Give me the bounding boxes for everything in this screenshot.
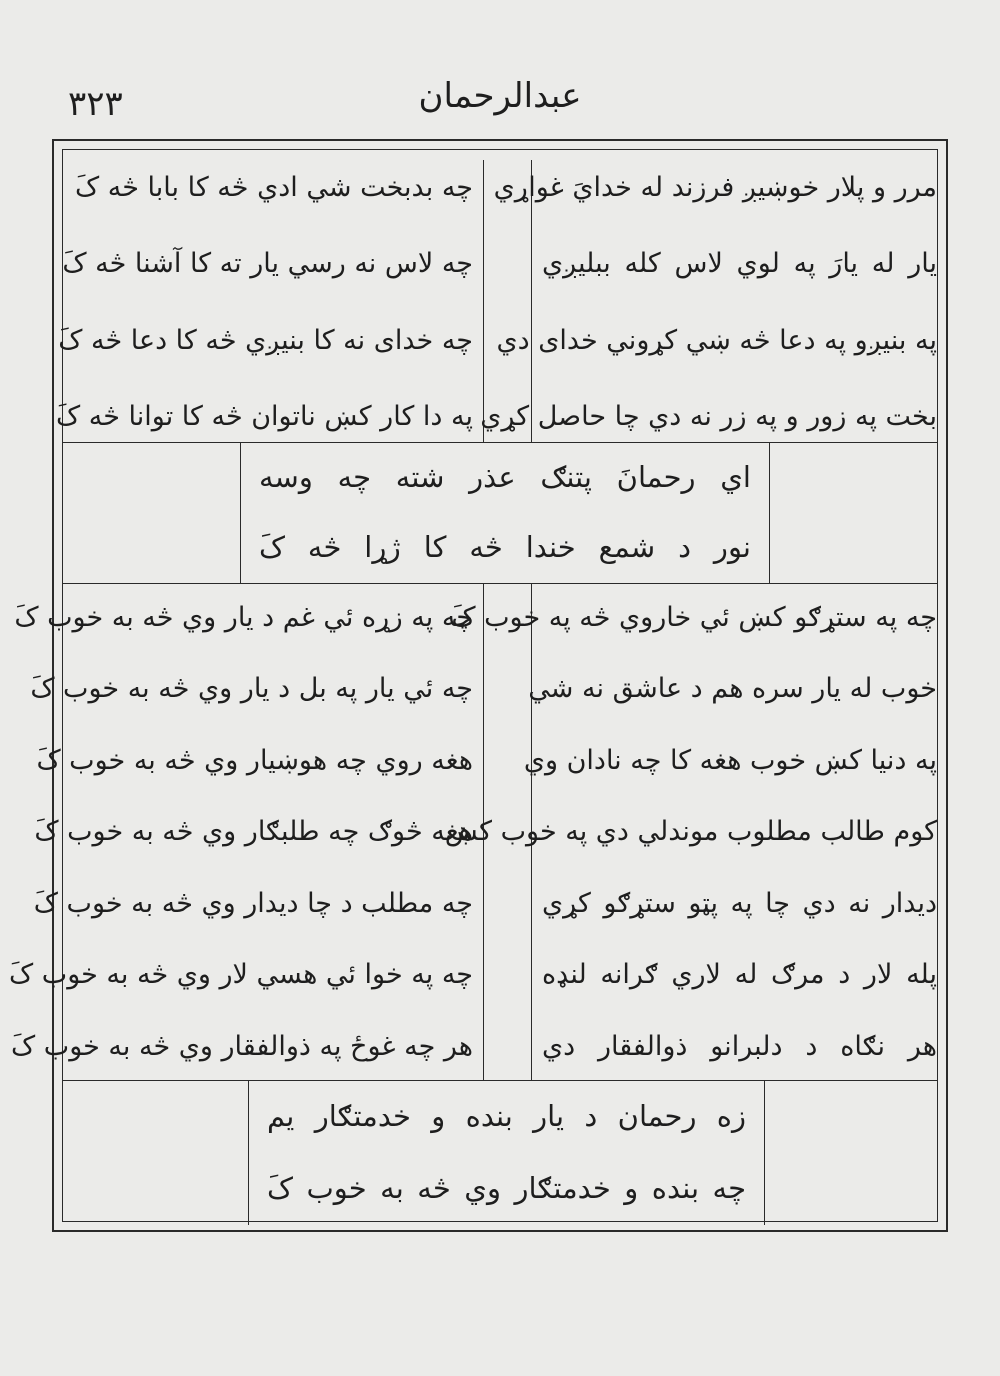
verse-line: یار له یارَ په لوي لاس کله ببلیږي [542, 248, 937, 280]
verse-line: چه بدبخت شي ادي څه کا بابا څه کَ [75, 172, 473, 203]
refrain-line: نور د شمع خندا څه کا ژړا څه کَ [259, 530, 751, 565]
verse-line: چه لاس نه رسي يار ته کا آشنا څه کَ [62, 248, 473, 280]
verse-line: هغه څوګ چه طلبګار وي څه به خوب کَ [34, 816, 473, 848]
verse-line: هغه روي چه هوښیار وي څه به خوب کَ [36, 744, 473, 776]
verse-line: چه په زړه ئي غم د یار وي څه به خوب کَ [14, 602, 473, 633]
verse-line: په بنیږو په دعا څه ښي کړوني خدای دي [496, 324, 937, 356]
divider-2 [63, 583, 937, 584]
section1-right-column [480, 172, 937, 432]
poem-frame [9, 139, 948, 1232]
verse-line: هر نګاه د دلبرانو ذوالفقار دي [542, 1030, 937, 1062]
refrain-line: اي رحمانَ پتنګ عذر شته چه وسه [259, 460, 751, 495]
refrain1-box [241, 443, 769, 583]
refrain2-rule-right [764, 1080, 765, 1225]
verse-line: کوم طالب مطلوب موندلي دي په خوب کښ [444, 816, 937, 848]
verse-line: چه مطلب د چا دیدار وي څه به خوب کَ [33, 887, 473, 919]
verse-line: چه په ستړګو کښ ئي خاروي څه په خوب کَ [451, 602, 937, 633]
refrain-line: چه بنده و خدمتګار وي څه به خوب کَ [267, 1171, 746, 1206]
verse-line: مرر و پلار خوښیږ فرزند له خدايَ غواړي [493, 172, 937, 203]
verse-line: په دا کار کښ ناتوان څه کا توانا څه کَ [56, 400, 473, 432]
section1-left-column [56, 172, 473, 432]
page-number: ۳۲۳ [68, 84, 123, 124]
refrain-line: زه رحمان د یار بنده و خدمتګار یم [267, 1099, 746, 1134]
running-title: عبدالرحمان [418, 76, 582, 116]
section2-left-column [9, 602, 473, 1062]
refrain2-box [249, 1081, 764, 1225]
section1-rule-left [483, 160, 484, 442]
verse-line: چه ئي یار په بل د یار وي څه به خوب کَ [30, 673, 473, 705]
verse-line: پله لار د مرګ له لاري ګرانه لنډه [542, 959, 937, 991]
verse-line: چه خدای نه کا بنیږي څه کا دعا څه کَ [58, 324, 473, 356]
verse-line: دیدار نه دي چا په پټو ستړګو کړي [542, 887, 937, 919]
inner-border [9, 149, 938, 1222]
section2-right-column [444, 602, 937, 1062]
verse-line: په دنیا کښ خوب هغه کا چه نادان وي [523, 744, 937, 776]
refrain1-rule-right [769, 442, 770, 583]
verse-line: هر چه غوځ په ذوالفقار وي څه به خوب کَ [11, 1030, 473, 1062]
verse-line: چه په خوا ئي هسي لار وي څه به خوب کَ [9, 959, 473, 991]
verse-line: خوب له یار سره هم د عاشق نه شي [528, 673, 937, 705]
verse-line: بخت په زور و په زر نه دي چا حاصل کړي [480, 400, 937, 432]
